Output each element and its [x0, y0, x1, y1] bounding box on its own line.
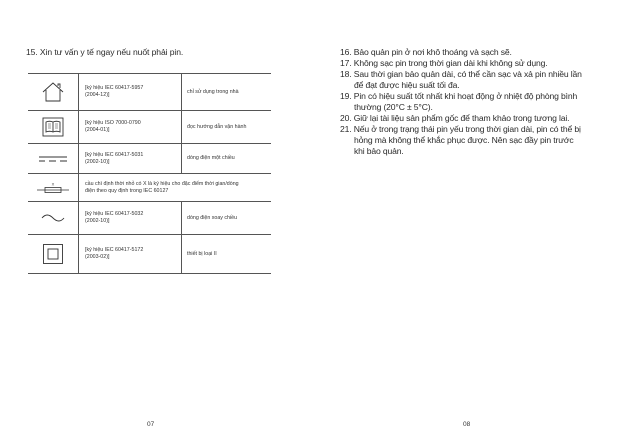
symbol-ref-date: (2002-10)]: [85, 218, 110, 224]
symbol-ref: [ký hiệu IEC 60417-5957: [85, 85, 144, 91]
class-ii-double-square-icon: [42, 243, 64, 265]
manual-book-icon: [42, 117, 64, 137]
symbol-ref: [ký hiệu ISO 7000-0790: [85, 120, 141, 126]
symbol-row-ac: [28, 202, 271, 235]
list-item: 16. Bảo quản pin ở nơi khô thoáng và sạch sẽ.: [340, 47, 512, 57]
right-page: [312, 0, 624, 441]
symbol-ref-date: (2003-02)]: [85, 254, 110, 260]
instruction-item-15: 15. Xin tư vấn y tế ngay nếu nuốt phải pin.: [26, 47, 184, 57]
alternating-current-icon: [40, 213, 66, 223]
page-number: 08: [463, 421, 471, 428]
symbol-row-indoor: [28, 74, 271, 111]
list-item: 17. Không sạc pin trong thời gian dài khi không sử dụng.: [340, 58, 548, 68]
list-item: 20. Giữ lại tài liệu sản phẩm gốc để tham khảo trong tương lai.: [340, 113, 570, 123]
fuse-icon: [36, 181, 70, 195]
list-item: 18. Sau thời gian bảo quản dài, có thể cần sạc và xả pin nhiều lần để đạt được hiệu suất tối đa.: [340, 69, 582, 90]
symbol-description: đọc hướng dẫn vận hành: [182, 111, 272, 144]
fuse-description: cầu chì định thời nhỏ có X là ký hiệu cho đặc điểm thời gian/dòng: [85, 180, 239, 187]
symbol-ref-date: (2004-12)]: [85, 92, 110, 98]
symbol-ref: [ký hiệu IEC 60417-5032: [85, 211, 144, 217]
list-item: 19. Pin có hiệu suất tốt nhất khi hoạt động ở nhiệt độ phòng bình thường (20°C ± 5°C).: [340, 91, 578, 112]
house-icon: [40, 81, 66, 103]
symbol-description: chỉ sử dụng trong nhà: [182, 74, 272, 111]
symbol-ref: [ký hiệu IEC 60417-5031: [85, 151, 144, 158]
symbol-row-class-ii: [28, 235, 271, 274]
symbol-row-manual: [28, 111, 271, 144]
symbol-ref: [ký hiệu IEC 60417-5172: [85, 247, 144, 253]
page-number: 07: [147, 421, 155, 428]
symbol-description: dòng điện xoay chiều: [182, 202, 272, 235]
symbol-row-fuse: [28, 174, 271, 202]
symbol-ref-date: (2002-10)]: [85, 158, 110, 165]
fuse-description-cont: điện theo quy định trong IEC 60127: [85, 187, 169, 194]
symbol-description: thiết bị loại II: [182, 235, 272, 274]
instruction-list: [340, 47, 585, 157]
symbol-ref-date: (2004-01)]: [85, 127, 110, 133]
list-item: 21. Nếu ở trong trạng thái pin yếu trong thời gian dài, pin có thể bị hỏng mà không thể khắc phục được. Nên sạc đầy pin trước khi bảo quản.: [340, 124, 581, 156]
symbol-row-dc: [28, 144, 271, 174]
symbol-table: [28, 73, 271, 274]
direct-current-icon: [38, 154, 68, 164]
fuse-x-label: X: [51, 181, 55, 186]
symbol-description: dòng điện một chiều: [182, 144, 272, 174]
